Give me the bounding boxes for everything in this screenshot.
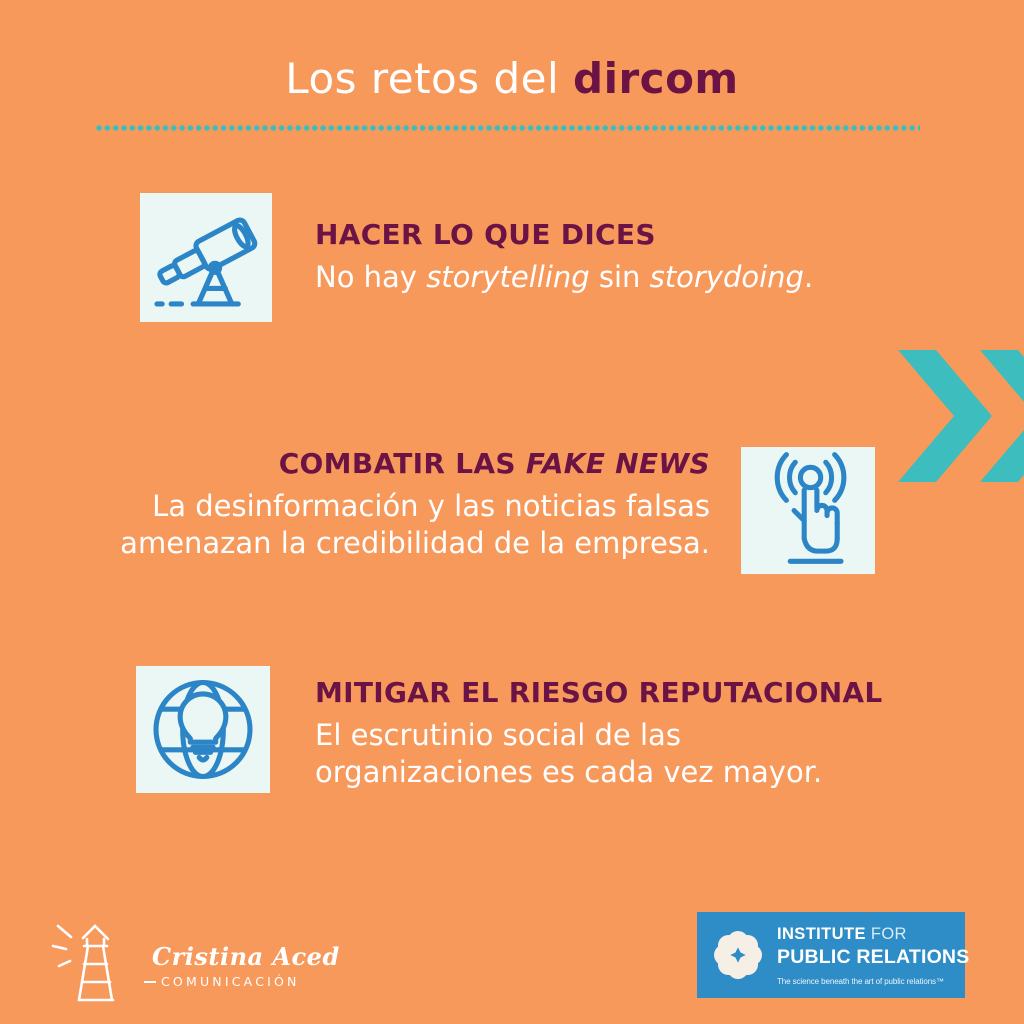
touch-press-icon: [741, 447, 875, 574]
item-1-text: [315, 219, 813, 296]
lighthouse-icon: [50, 916, 142, 1004]
ipr-tagline: The science beneath the art of public relations™: [777, 977, 944, 986]
ipr-line1: INSTITUTE FOR: [777, 925, 907, 943]
brand-dash: [144, 981, 156, 983]
item-1-heading-text: HACER LO QUE DICES: [315, 218, 656, 251]
brand-logo-cristina-aced: [50, 916, 340, 1008]
item-3-text: [315, 677, 883, 790]
ipr-line2: PUBLIC RELATIONS: [777, 946, 970, 968]
item-2-body-line-1: La desinformación y las noticias falsas: [152, 489, 710, 524]
ipr-logo-block: [697, 912, 970, 998]
dotted-divider: [96, 124, 920, 132]
telescope-icon: [140, 193, 272, 322]
item-2-body-line-2: amenazan la credibilidad de la empresa.: [120, 525, 710, 560]
item-3-body: [315, 717, 883, 790]
item-1-body: [315, 259, 813, 296]
item-2-text: [70, 448, 710, 561]
double-chevron-right-icon: [898, 350, 1024, 482]
item-2-icon-box: [741, 447, 875, 574]
item-1-heading: [315, 219, 813, 251]
item-3-body-line-1: El escrutinio social de las: [315, 718, 681, 753]
page-title-prefix: Los retos del: [285, 54, 573, 103]
item-2-body: [70, 488, 710, 561]
page-title: [0, 54, 1024, 103]
ipr-text: [777, 925, 970, 986]
page-title-highlight: dircom: [573, 54, 739, 103]
brand-subtitle: COMUNICACIÓN: [144, 974, 300, 989]
item-2-heading: COMBATIR LAS FAKE NEWS: [278, 447, 710, 480]
ipr-rosette-icon: [706, 923, 770, 987]
globe-lightbulb-icon: [136, 666, 270, 793]
brand-name: Cristina Aced: [152, 942, 340, 971]
item-3-body-line-2: organizaciones es cada vez mayor.: [315, 754, 823, 789]
item-3-icon-box: [136, 666, 270, 793]
item-1-body-line-1: No hay storytelling sin storydoing.: [315, 260, 814, 295]
item-1-icon-box: [140, 193, 272, 322]
item-3-heading: MITIGAR EL RIESGO REPUTACIONAL: [315, 676, 883, 709]
